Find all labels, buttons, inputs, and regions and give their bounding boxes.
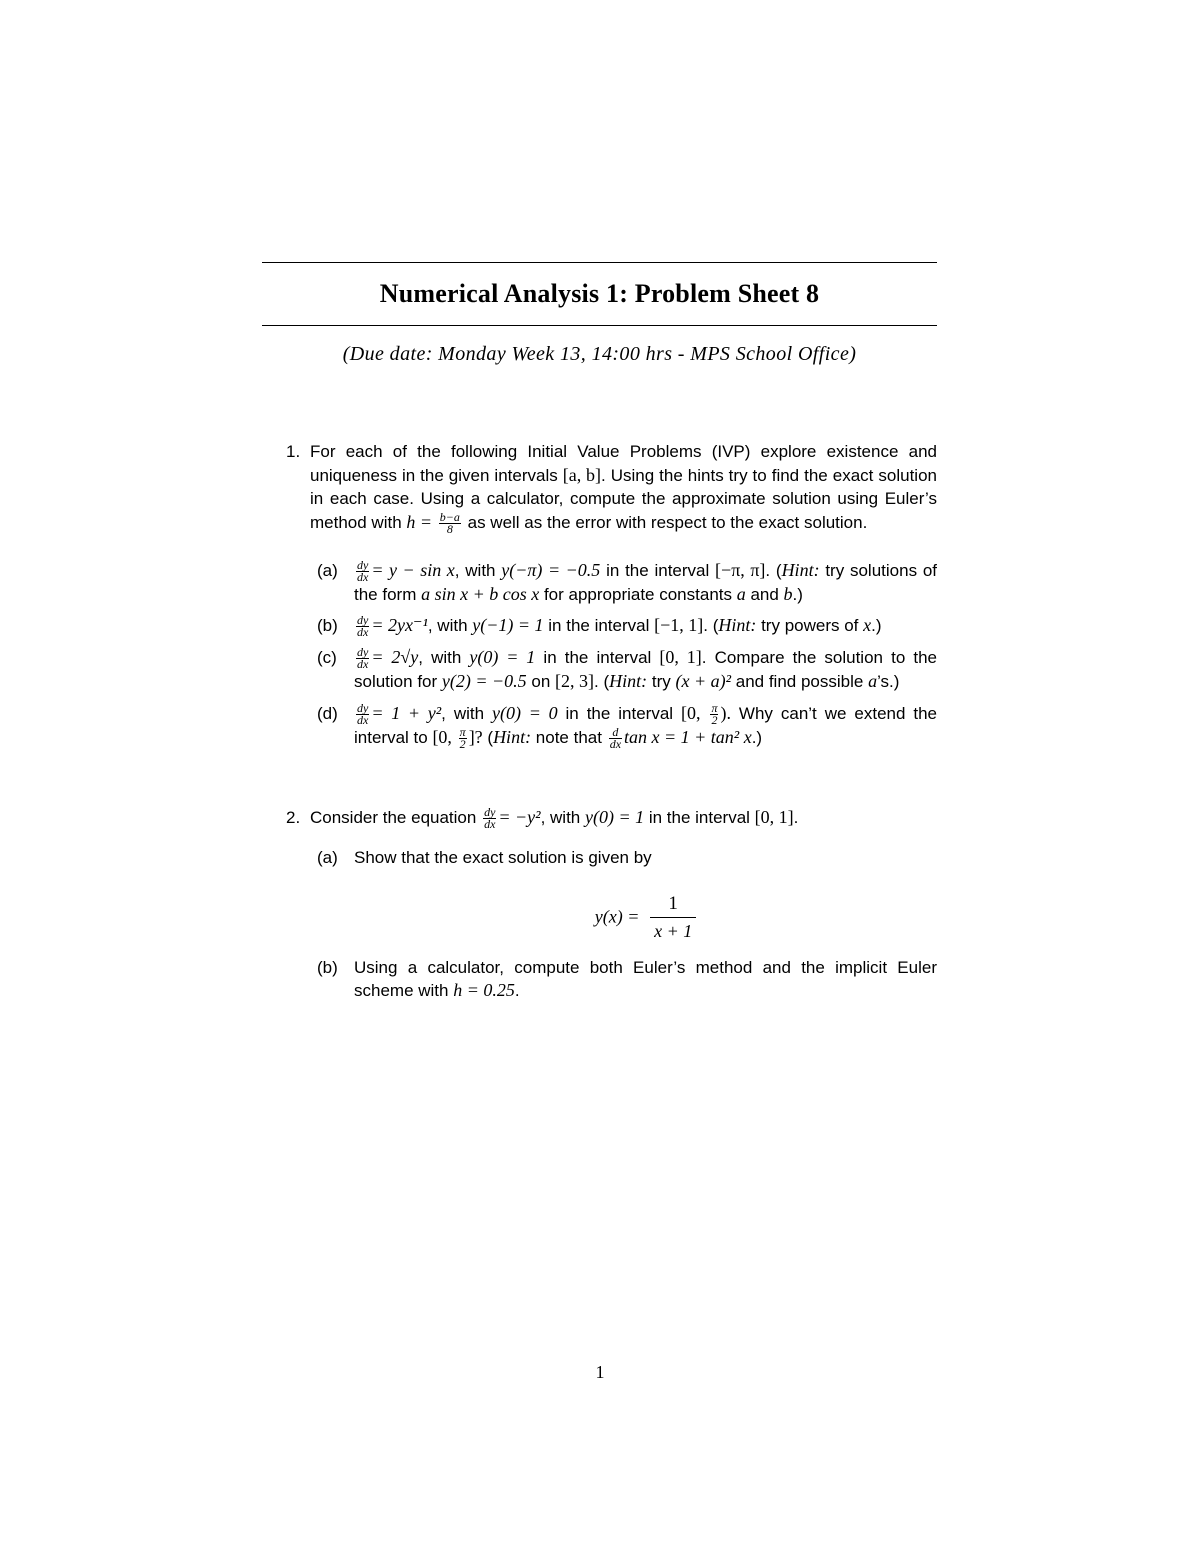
fraction-denominator: x + 1 — [654, 921, 693, 942]
fraction-numerator: dy — [357, 701, 369, 716]
bottom-rule — [262, 325, 937, 326]
text: ( — [482, 728, 494, 748]
fraction-numerator: 1 — [650, 892, 696, 919]
math-variable: a — [868, 671, 878, 692]
math-equation: = 1 + y² — [371, 703, 442, 724]
hint-label: Hint: — [493, 727, 532, 748]
text: , with — [540, 808, 585, 828]
math-step: h = — [406, 511, 433, 532]
text: in the interval — [600, 560, 716, 580]
math-initial-condition: y(−1) = 1 — [472, 615, 544, 636]
text: try solutions of the form — [354, 560, 938, 604]
math-initial-condition: y(0) = 0 — [492, 703, 558, 724]
text: .) — [871, 616, 882, 636]
text: . Compare the solution to the solution for — [354, 648, 938, 692]
text: and find possible — [731, 672, 869, 692]
math-interval: ]? — [468, 727, 483, 748]
text: in the interval — [535, 648, 660, 668]
math-interval: ). — [720, 703, 731, 724]
math-interval: [a, b] — [562, 464, 601, 485]
problem-sheet — [262, 262, 937, 1003]
math-equation: = y − sin x — [371, 559, 455, 580]
text: try — [647, 672, 676, 692]
subproblem-2b — [262, 956, 937, 1003]
fraction — [439, 509, 461, 536]
math-constant: b — [783, 583, 793, 604]
pi-half-fraction — [459, 727, 467, 750]
hint-label: Hint: — [609, 671, 648, 692]
text: . — [514, 981, 520, 1001]
derivative-fraction — [356, 615, 369, 638]
fraction-numerator: b−a — [439, 509, 460, 524]
page-title: Numerical Analysis 1: Problem Sheet 8 — [379, 279, 820, 308]
math-variable: x — [863, 615, 872, 636]
fraction-denominator: dx — [609, 737, 622, 752]
math-interval: [0, 1] — [659, 647, 702, 668]
math-initial-condition: y(0) = 1 — [469, 647, 536, 668]
text: note that — [531, 728, 607, 748]
subproblem-label: (a) — [317, 848, 338, 868]
fraction-denominator: 8 — [446, 521, 453, 536]
math-identity: tan x = 1 + tan² x — [624, 727, 752, 748]
subproblem-label: (d) — [317, 704, 338, 724]
hint-label: Hint: — [718, 615, 757, 636]
text: ’s.) — [877, 672, 900, 692]
text: .) — [751, 728, 763, 748]
math-equation: = −y² — [498, 807, 541, 828]
math-interval: [−π, π] — [715, 559, 766, 580]
hint-label: Hint: — [781, 559, 820, 580]
problem-number: 2. — [286, 808, 301, 828]
equation-lhs: y(x) = — [594, 906, 640, 927]
text: . ( — [703, 616, 719, 636]
problems — [262, 440, 937, 1003]
text: and — [745, 584, 784, 604]
problem-text: For each of the following Initial Value Problems (IVP) explore existence and uniqueness in the given intervals — [310, 442, 937, 485]
derivative-fraction — [483, 807, 496, 830]
text: try powers of — [756, 616, 864, 636]
text: . — [793, 808, 799, 828]
math-constant: a — [736, 583, 746, 604]
math-equation: = 2√y — [371, 647, 419, 668]
subproblem-label: (c) — [317, 648, 337, 668]
derivative-fraction — [356, 703, 369, 726]
derivative-operator — [609, 727, 622, 750]
subproblem-1d — [262, 702, 937, 750]
math-initial-condition: y(−π) = −0.5 — [501, 559, 601, 580]
derivative-fraction — [356, 557, 369, 584]
fraction-numerator: dy — [357, 645, 369, 660]
math-interval: [−1, 1] — [654, 615, 704, 636]
fraction-denominator: dx — [357, 569, 369, 584]
subproblem-2a — [262, 846, 937, 870]
text: Why can’t we extend the interval to — [354, 704, 938, 748]
math-initial-condition: y(0) = 1 — [584, 807, 645, 828]
problem-text: as well as the error with respect to the exact solution. — [462, 512, 868, 532]
math-form: (x + a)² — [675, 671, 732, 692]
due-date: (Due date: Monday Week 13, 14:00 hrs - MPS School Office) — [342, 343, 857, 365]
page-number: 1 — [595, 1362, 605, 1382]
text: Using a calculator, compute both Euler’s method and the implicit Euler scheme with — [354, 957, 937, 1001]
problem-number: 1. — [286, 442, 301, 461]
math-form: a sin x + b cos x — [421, 583, 540, 604]
text: in the interval — [644, 808, 755, 828]
text: .) — [792, 584, 803, 604]
math-initial-condition: y(2) = −0.5 — [441, 671, 527, 692]
math-interval: [2, 3] — [555, 671, 595, 692]
problem-text: Consider the equation — [310, 808, 482, 828]
fraction-denominator: 2 — [459, 737, 466, 752]
text: , with — [427, 616, 473, 636]
display-fraction — [650, 892, 696, 944]
math-interval: [0, — [432, 727, 452, 748]
subproblem-label: (b) — [317, 957, 338, 977]
text: Show that the exact solution is given by — [354, 848, 652, 868]
fraction-denominator: 2 — [711, 713, 718, 728]
problem-2 — [262, 806, 937, 830]
fraction-numerator: π — [459, 725, 466, 740]
fraction-numerator: dy — [357, 557, 369, 572]
subproblem-label: (a) — [317, 560, 338, 580]
subproblem-1c — [262, 646, 937, 694]
fraction-denominator: dx — [484, 817, 496, 832]
fraction-numerator: π — [711, 701, 718, 716]
subproblem-1b — [262, 614, 937, 638]
math-equation: = 2yx⁻¹ — [371, 615, 428, 636]
fraction-denominator: dx — [357, 713, 369, 728]
fraction-denominator: dx — [357, 625, 369, 640]
math-interval: [0, — [681, 703, 701, 724]
text: , with — [441, 704, 493, 724]
text: , with — [418, 648, 470, 668]
display-equation — [262, 892, 937, 944]
fraction-numerator: dy — [357, 613, 369, 628]
math-step: h = 0.25 — [453, 980, 515, 1001]
text: in the interval — [543, 616, 655, 636]
text: on — [526, 672, 556, 692]
text: . ( — [765, 560, 782, 580]
problem-1 — [262, 440, 937, 535]
problem-text: . Using the hints try to find the exact solution in each case. Using a calculator, compute the approximate solution using Euler’s method with — [310, 465, 937, 532]
text: in the interval — [557, 704, 682, 724]
subproblem-1a — [262, 559, 937, 607]
derivative-fraction — [356, 647, 369, 670]
pi-half-fraction — [710, 703, 718, 726]
math-interval: [0, 1] — [754, 807, 794, 828]
fraction-numerator: dy — [484, 805, 496, 820]
text: , with — [454, 560, 502, 580]
text: for appropriate constants — [539, 584, 737, 604]
fraction-numerator: d — [609, 727, 622, 739]
fraction-denominator: dx — [357, 657, 369, 672]
text: . ( — [594, 672, 610, 692]
subproblem-label: (b) — [317, 616, 338, 636]
